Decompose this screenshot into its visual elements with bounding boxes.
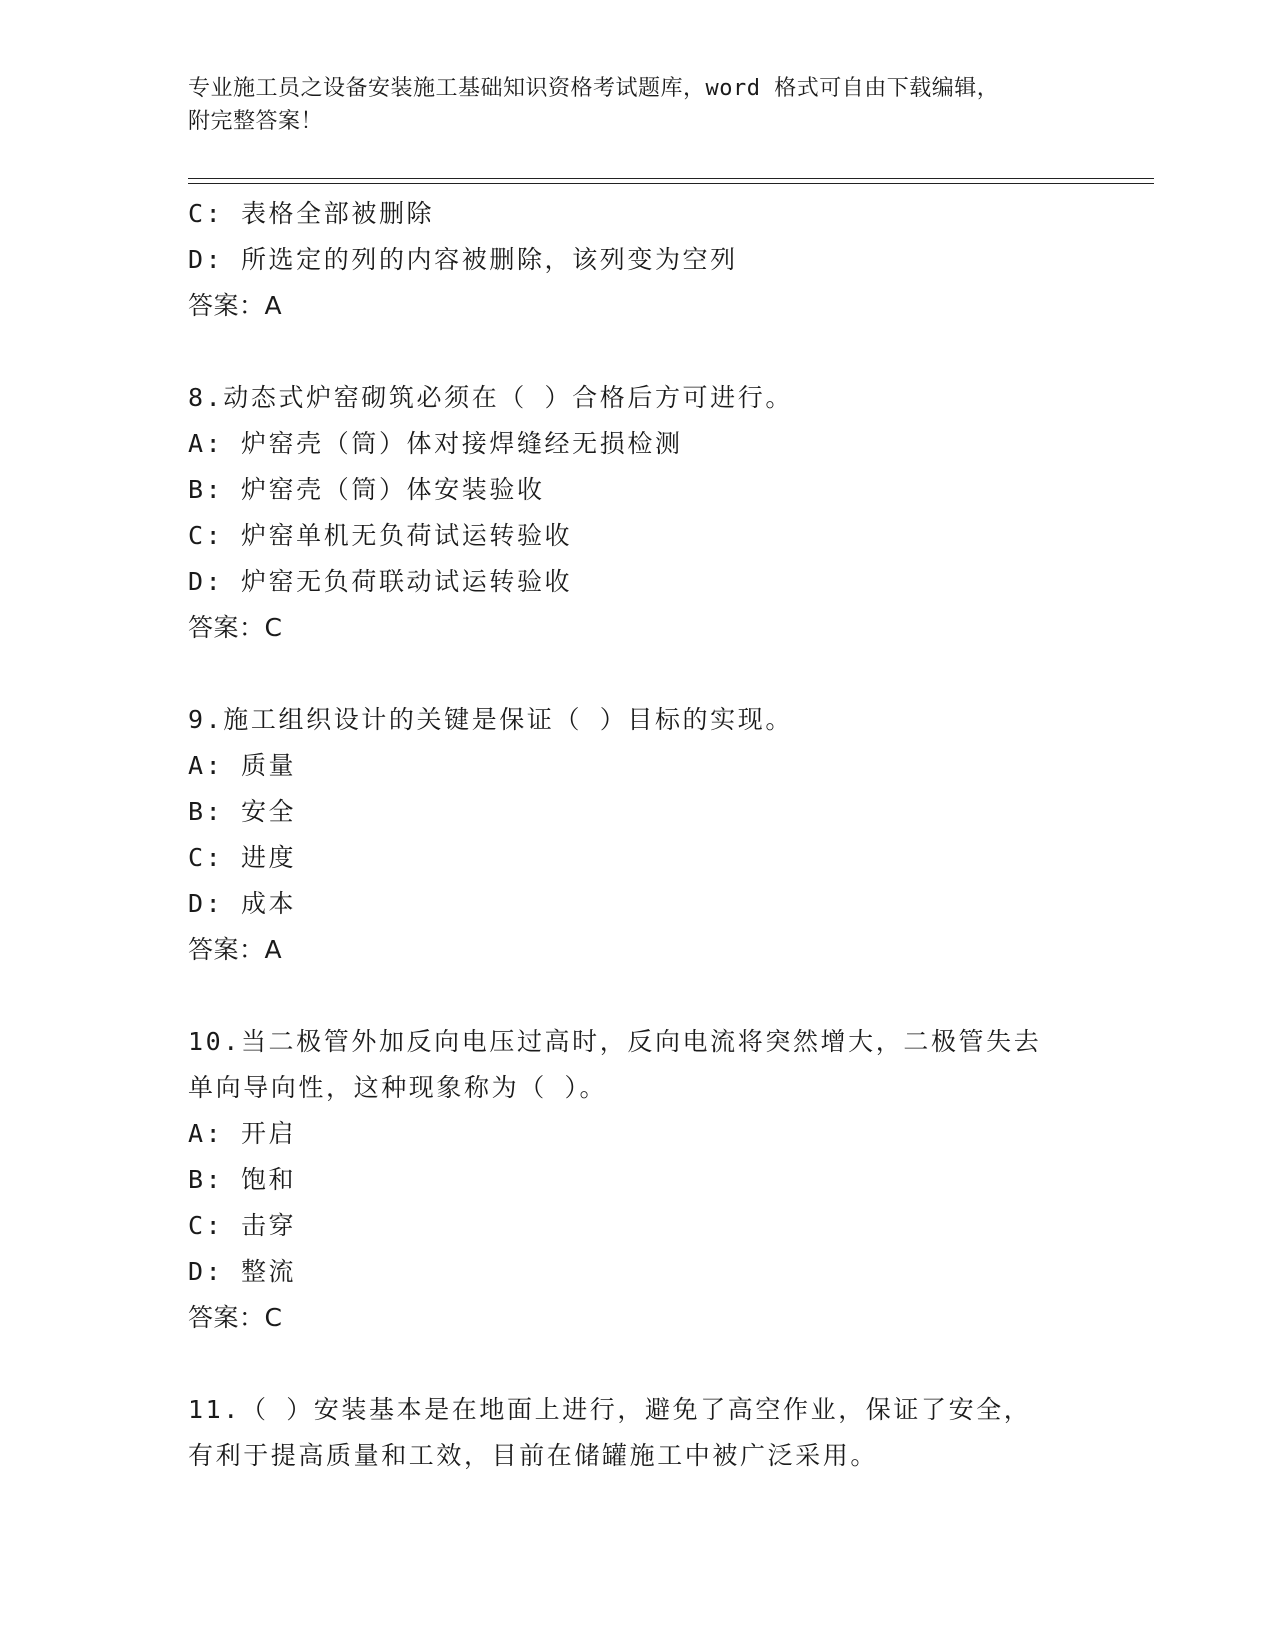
option-b: B: 饱和 (188, 1165, 297, 1194)
question-block-7 (188, 191, 1148, 329)
option-c: C: 击穿 (188, 1211, 297, 1240)
spacer (188, 973, 1148, 1019)
option-d: D: 炉窑无负荷联动试运转验收 (188, 567, 573, 596)
question-block-8 (188, 375, 1148, 651)
question-text-line-2: 有利于提高质量和工效，目前在储罐施工中被广泛采用。 (188, 1441, 879, 1470)
option-a: A: 质量 (188, 751, 297, 780)
option-c: C: 进度 (188, 843, 297, 872)
option-b: B: 炉窑壳（筒）体安装验收 (188, 475, 545, 504)
question-block-9 (188, 697, 1148, 973)
answer-line: 答案：C (188, 613, 283, 642)
answer-line: 答案：A (188, 291, 283, 320)
question-list (188, 191, 1148, 1479)
option-a: A: 开启 (188, 1119, 297, 1148)
spacer (188, 1341, 1148, 1387)
question-text-line-1: 11.（ ）安装基本是在地面上进行，避免了高空作业，保证了安全， (188, 1395, 1032, 1424)
question-text: 8.动态式炉窑砌筑必须在（ ）合格后方可进行。 (188, 383, 793, 412)
question-block-10 (188, 1019, 1148, 1341)
document-header (188, 72, 1078, 138)
spacer (188, 651, 1148, 697)
header-title-line-1: 专业施工员之设备安装施工基础知识资格考试题库，word 格式可自由下载编辑， (188, 76, 1000, 101)
header-divider-top (188, 178, 1154, 179)
option-c: C: 表格全部被删除 (188, 199, 435, 228)
option-a: A: 炉窑壳（筒）体对接焊缝经无损检测 (188, 429, 683, 458)
spacer (188, 329, 1148, 375)
answer-line: 答案：A (188, 935, 283, 964)
option-d: D: 整流 (188, 1257, 297, 1286)
option-d: D: 成本 (188, 889, 297, 918)
header-title-line-2: 附完整答案！ (188, 109, 324, 134)
option-c: C: 炉窑单机无负荷试运转验收 (188, 521, 573, 550)
question-block-11 (188, 1387, 1148, 1479)
question-text: 9.施工组织设计的关键是保证（ ）目标的实现。 (188, 705, 793, 734)
answer-line: 答案：C (188, 1303, 283, 1332)
option-b: B: 安全 (188, 797, 297, 826)
question-text-line-1: 10.当二极管外加反向电压过高时，反向电流将突然增大，二极管失去 (188, 1027, 1042, 1056)
question-text-line-2: 单向导向性，这种现象称为（ ）。 (188, 1073, 608, 1102)
header-divider-bottom (188, 183, 1154, 184)
option-d: D: 所选定的列的内容被删除，该列变为空列 (188, 245, 738, 274)
